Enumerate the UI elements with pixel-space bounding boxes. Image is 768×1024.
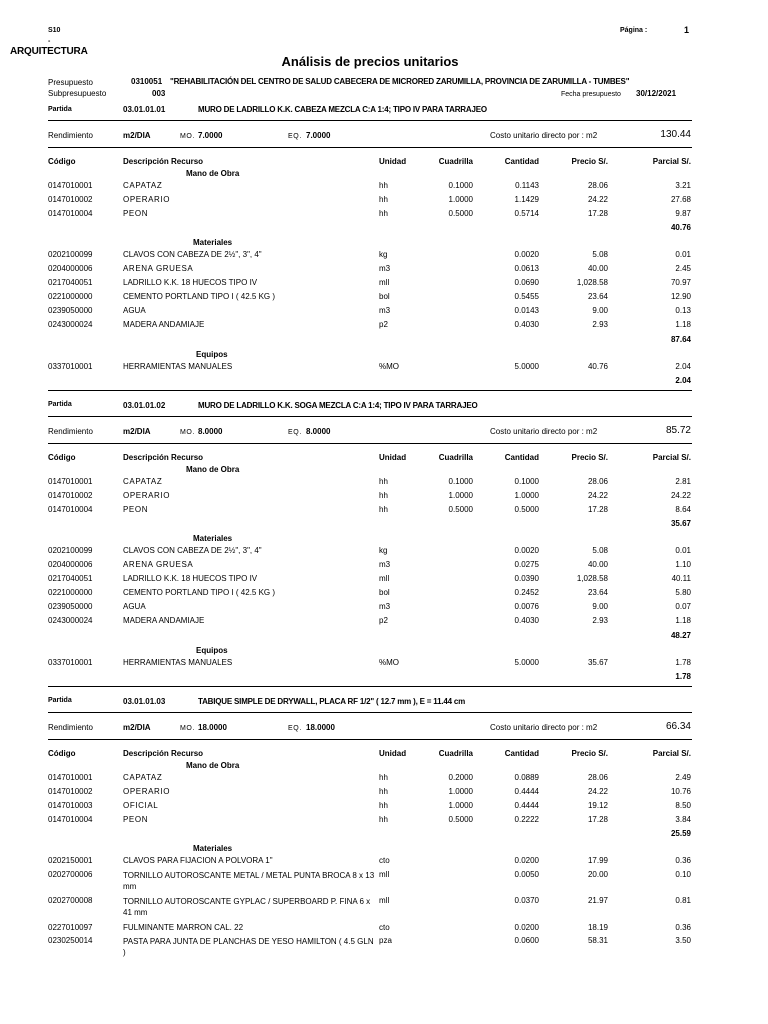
row-desc: LADRILLO K.K. 18 HUECOS TIPO IV [123,278,258,287]
row-precio: 2.93 [592,616,608,625]
row-precio: 5.08 [592,250,608,259]
row-parcial: 2.04 [675,362,691,371]
row-precio: 40.00 [587,560,608,569]
subpresupuesto-code: 003 [152,89,166,98]
divider [48,712,692,713]
row-cantidad: 0.4030 [514,616,539,625]
row-cantidad: 0.0200 [514,856,539,865]
col-unidad: Unidad [379,749,407,758]
row-unit: hh [379,195,388,204]
rendimiento-label: Rendimiento [48,427,93,436]
row-code: 0217040051 [48,278,93,287]
row-desc: OPERARIO [123,195,171,204]
row-code: 0147010001 [48,773,93,782]
row-cantidad: 0.0613 [514,264,539,273]
row-desc: OPERARIO [123,491,171,500]
row-precio: 17.28 [587,209,608,218]
department-label: ARQUITECTURA [10,46,88,57]
row-parcial: 1.18 [675,320,691,329]
row-cantidad: 0.0020 [514,250,539,259]
row-unit: %MO [379,362,399,371]
col-parcial: Parcial S/. [652,453,691,462]
section-mano-obra: Mano de Obra [186,465,240,474]
row-unit: m3 [379,560,391,569]
col-precio: Precio S/. [571,453,608,462]
row-code: 0147010003 [48,801,93,810]
costo-value: 85.72 [665,425,691,436]
row-desc: FULMINANTE MARRON CAL. 22 [123,923,244,932]
row-parcial: 0.01 [675,250,691,259]
partida-code: 03.01.01.03 [123,697,166,706]
row-desc: CLAVOS CON CABEZA DE 2½", 3", 4" [123,250,262,259]
row-unit: mll [379,896,390,905]
col-parcial: Parcial S/. [652,749,691,758]
row-parcial: 0.10 [675,870,691,879]
row-cantidad: 0.2222 [514,815,539,824]
row-cuadrilla: 1.0000 [448,801,473,810]
costo-label: Costo unitario directo por : m2 [490,131,598,140]
section-mano-obra: Mano de Obra [186,169,240,178]
row-desc: LADRILLO K.K. 18 HUECOS TIPO IV [123,574,258,583]
row-parcial: 1.18 [675,616,691,625]
row-unit: bol [379,292,390,301]
row-parcial: 0.13 [675,306,691,315]
row-precio: 19.12 [587,801,608,810]
row-desc: ARENA GRUESA [123,264,194,273]
row-precio: 17.99 [587,856,608,865]
row-parcial: 0.01 [675,546,691,555]
costo-value: 66.34 [665,721,691,732]
row-parcial: 0.81 [675,896,691,905]
mo-value: 8.0000 [198,427,223,436]
subtotal-equipos: 1.78 [675,672,691,681]
row-cantidad: 0.0690 [514,278,539,287]
row-cantidad: 0.1143 [515,181,539,190]
fecha-label: Fecha presupuesto [561,91,621,98]
row-parcial: 2.81 [675,477,691,486]
row-unit: cto [379,923,390,932]
dash-mark: - [48,38,51,45]
row-cantidad: 0.2452 [514,588,539,597]
row-cantidad: 0.4444 [514,801,539,810]
row-parcial: 0.07 [675,602,691,611]
row-precio: 28.06 [587,181,608,190]
row-code: 0243000024 [48,616,93,625]
row-code: 0221000000 [48,292,93,301]
row-cuadrilla: 0.5000 [448,209,473,218]
row-code: 0147010002 [48,787,93,796]
row-unit: cto [379,856,390,865]
rendimiento-unit: m2/DIA [123,131,151,140]
subtotal-materiales: 87.64 [670,335,691,344]
row-parcial: 12.90 [670,292,691,301]
row-precio: 40.76 [587,362,608,371]
row-parcial: 9.87 [675,209,691,218]
row-code: 0217040051 [48,574,93,583]
row-parcial: 1.10 [675,560,691,569]
row-code: 0204000006 [48,264,93,273]
subpresupuesto-label: Subpresupuesto [48,89,107,98]
col-codigo: Código [48,453,76,462]
row-parcial: 24.22 [670,491,691,500]
row-parcial: 27.68 [670,195,691,204]
row-parcial: 5.80 [675,588,691,597]
costo-label: Costo unitario directo por : m2 [490,723,598,732]
section-materiales: Materiales [193,534,233,543]
row-cuadrilla: 0.5000 [448,505,473,514]
row-code: 0227010097 [48,923,93,932]
row-code: 0202100099 [48,546,93,555]
row-unit: hh [379,801,388,810]
subtotal-equipos: 2.04 [675,376,691,385]
col-cantidad: Cantidad [504,749,539,758]
subtotal-mano-obra: 40.76 [670,223,691,232]
col-parcial: Parcial S/. [652,157,691,166]
eq-value: 8.0000 [306,427,331,436]
partida-code: 03.01.01.02 [123,401,166,410]
row-precio: 5.08 [592,546,608,555]
col-precio: Precio S/. [571,157,608,166]
row-cantidad: 0.5000 [514,505,539,514]
row-cantidad: 0.0143 [514,306,539,315]
col-precio: Precio S/. [571,749,608,758]
row-code: 0147010004 [48,815,93,824]
row-cuadrilla: 1.0000 [448,195,473,204]
row-precio: 1,028.58 [576,278,608,287]
row-desc: OFICIAL [123,801,159,810]
row-code: 0239050000 [48,306,93,315]
row-precio: 18.19 [587,923,608,932]
row-precio: 28.06 [587,773,608,782]
rendimiento-label: Rendimiento [48,131,93,140]
subtotal-mano-obra: 25.59 [670,829,691,838]
row-precio: 24.22 [587,195,608,204]
row-precio: 23.64 [587,588,608,597]
row-precio: 24.22 [587,787,608,796]
row-desc: PASTA PARA JUNTA DE PLANCHAS DE YESO HAMILTON ( 4.5 GLN ) [123,937,374,957]
row-unit: p2 [379,320,388,329]
row-code: 0243000024 [48,320,93,329]
row-desc: CLAVOS PARA FIJACION A POLVORA 1" [123,856,273,865]
presupuesto-description: "REHABILITACIÓN DEL CENTRO DE SALUD CABECERA DE MICRORED ZARUMILLA, PROVINCIA DE ZARUMILLA - TUMBES" [170,77,630,86]
row-parcial: 2.49 [675,773,691,782]
row-desc: AGUA [123,306,146,315]
presupuesto-code: 0310051 [131,77,163,86]
partida-code: 03.01.01.01 [123,105,166,114]
divider [48,443,692,444]
divider [48,416,692,417]
row-cantidad: 0.0050 [514,870,539,879]
row-unit: hh [379,505,388,514]
row-unit: kg [379,250,388,259]
col-descripcion: Descripción Recurso [123,749,204,758]
row-code: 0202150001 [48,856,93,865]
row-parcial: 70.97 [670,278,691,287]
row-desc: PEON [123,505,149,514]
row-desc: CAPATAZ [123,181,163,190]
divider [48,390,692,391]
row-precio: 9.00 [592,306,608,315]
row-code: 0204000006 [48,560,93,569]
mo-value: 7.0000 [198,131,223,140]
row-unit: m3 [379,264,391,273]
rendimiento-unit: m2/DIA [123,723,151,732]
eq-value: 7.0000 [306,131,331,140]
eq-label: EQ. [288,725,302,732]
row-desc: OPERARIO [123,787,171,796]
row-cantidad: 1.0000 [514,491,539,500]
presupuesto-label: Presupuesto [48,78,93,87]
row-desc: AGUA [123,602,146,611]
row-cantidad: 0.0076 [514,602,539,611]
col-cuadrilla: Cuadrilla [438,157,473,166]
row-unit: hh [379,181,388,190]
row-code: 0147010004 [48,209,93,218]
row-precio: 20.00 [587,870,608,879]
row-precio: 17.28 [587,815,608,824]
row-precio: 58.31 [587,936,608,945]
page-label: Página : [620,27,648,34]
row-parcial: 3.50 [675,936,691,945]
partida-description: TABIQUE SIMPLE DE DRYWALL, PLACA RF 1/2" ( 12.7 mm ), E = 11.44 cm [198,697,466,706]
section-materiales: Materiales [193,844,233,853]
row-desc: TORNILLO AUTOROSCANTE GYPLAC / SUPERBOARD P. FINA 6 x 41 mm [123,897,371,917]
page-number: 1 [684,25,690,35]
row-code: 0239050000 [48,602,93,611]
row-desc: CEMENTO PORTLAND TIPO I ( 42.5 KG ) [123,588,276,597]
row-unit: hh [379,491,388,500]
row-desc: MADERA ANDAMIAJE [123,320,205,329]
mo-label: MO. [180,429,196,436]
row-cantidad: 0.0390 [514,574,539,583]
row-precio: 9.00 [592,602,608,611]
row-precio: 17.28 [587,505,608,514]
row-unit: mll [379,870,390,879]
rendimiento-label: Rendimiento [48,723,93,732]
costo-value: 130.44 [660,129,691,140]
eq-label: EQ. [288,133,302,140]
row-cantidad: 1.1429 [514,195,539,204]
row-cantidad: 0.0020 [514,546,539,555]
section-equipos: Equipos [196,646,228,655]
col-cuadrilla: Cuadrilla [438,749,473,758]
col-codigo: Código [48,749,76,758]
mo-label: MO. [180,133,196,140]
partida-label: Partida [48,401,72,408]
eq-value: 18.0000 [306,723,335,732]
col-descripcion: Descripción Recurso [123,157,204,166]
row-code: 0147010004 [48,505,93,514]
row-desc: PEON [123,209,149,218]
row-parcial: 0.36 [675,923,691,932]
row-parcial: 0.36 [675,856,691,865]
section-materiales: Materiales [193,238,233,247]
partida-label: Partida [48,106,72,113]
mo-value: 18.0000 [198,723,227,732]
row-code: 0337010001 [48,362,93,371]
row-parcial: 10.76 [670,787,691,796]
row-parcial: 3.21 [675,181,691,190]
row-precio: 1,028.58 [576,574,608,583]
row-precio: 24.22 [587,491,608,500]
section-mano-obra: Mano de Obra [186,761,240,770]
row-desc: CAPATAZ [123,773,163,782]
row-desc: CEMENTO PORTLAND TIPO I ( 42.5 KG ) [123,292,276,301]
row-code: 0202700008 [48,896,93,905]
row-cuadrilla: 0.5000 [448,815,473,824]
row-cantidad: 0.0200 [514,923,539,932]
row-cantidad: 0.5714 [514,209,539,218]
row-cuadrilla: 1.0000 [448,491,473,500]
row-desc: MADERA ANDAMIAJE [123,616,205,625]
row-unit: kg [379,546,388,555]
partida-label: Partida [48,697,72,704]
fecha-value: 30/12/2021 [636,89,677,98]
col-codigo: Código [48,157,76,166]
row-cantidad: 0.5455 [514,292,539,301]
row-code: 0337010001 [48,658,93,667]
row-desc: CLAVOS CON CABEZA DE 2½", 3", 4" [123,546,262,555]
eq-label: EQ. [288,429,302,436]
col-cantidad: Cantidad [504,453,539,462]
software-label: S10 [48,27,61,34]
section-equipos: Equipos [196,350,228,359]
row-unit: %MO [379,658,399,667]
row-code: 0147010001 [48,181,93,190]
row-desc: ARENA GRUESA [123,560,194,569]
row-precio: 21.97 [587,896,608,905]
subtotal-mano-obra: 35.67 [670,519,691,528]
partida-description: MURO DE LADRILLO K.K. SOGA MEZCLA C:A 1:4; TIPO IV PARA TARRAJEO [198,401,478,410]
row-code: 0147010001 [48,477,93,486]
row-desc: HERRAMIENTAS MANUALES [123,658,233,667]
row-parcial: 1.78 [675,658,691,667]
divider [48,686,692,687]
row-unit: p2 [379,616,388,625]
mo-label: MO. [180,725,196,732]
row-code: 0230250014 [48,936,93,945]
row-unit: mll [379,574,390,583]
row-desc: HERRAMIENTAS MANUALES [123,362,233,371]
row-desc: TORNILLO AUTOROSCANTE METAL / METAL PUNTA BROCA 8 x 13 mm [123,871,375,891]
partida-description: MURO DE LADRILLO K.K. CABEZA MEZCLA C:A 1:4; TIPO IV PARA TARRAJEO [198,105,487,114]
row-desc: PEON [123,815,149,824]
row-cuadrilla: 0.1000 [448,477,473,486]
row-parcial: 3.84 [675,815,691,824]
row-precio: 28.06 [587,477,608,486]
divider [48,147,692,148]
row-parcial: 2.45 [675,264,691,273]
row-cantidad: 0.1000 [514,477,539,486]
row-code: 0147010002 [48,195,93,204]
row-cantidad: 0.4030 [514,320,539,329]
row-precio: 2.93 [592,320,608,329]
col-unidad: Unidad [379,157,407,166]
divider [48,739,692,740]
col-unidad: Unidad [379,453,407,462]
row-cantidad: 0.0370 [514,896,539,905]
page-title: Análisis de precios unitarios [281,54,459,69]
row-unit: mll [379,278,390,287]
divider [48,120,692,121]
rendimiento-unit: m2/DIA [123,427,151,436]
row-parcial: 8.50 [675,801,691,810]
row-code: 0147010002 [48,491,93,500]
row-unit: m3 [379,306,391,315]
row-unit: m3 [379,602,391,611]
row-code: 0202700006 [48,870,93,879]
row-cantidad: 0.4444 [514,787,539,796]
row-cantidad: 0.0275 [514,560,539,569]
costo-label: Costo unitario directo por : m2 [490,427,598,436]
row-unit: hh [379,209,388,218]
row-cantidad: 5.0000 [514,658,539,667]
row-parcial: 40.11 [671,574,691,583]
row-precio: 23.64 [587,292,608,301]
row-cantidad: 0.0600 [514,936,539,945]
row-cantidad: 5.0000 [514,362,539,371]
row-cuadrilla: 1.0000 [448,787,473,796]
row-cuadrilla: 0.2000 [448,773,473,782]
row-desc: CAPATAZ [123,477,163,486]
row-cantidad: 0.0889 [514,773,539,782]
row-unit: hh [379,477,388,486]
col-cuadrilla: Cuadrilla [438,453,473,462]
row-cuadrilla: 0.1000 [448,181,473,190]
subtotal-materiales: 48.27 [670,631,691,640]
row-parcial: 8.64 [675,505,691,514]
row-unit: hh [379,787,388,796]
row-precio: 35.67 [587,658,608,667]
row-unit: bol [379,588,390,597]
row-unit: hh [379,815,388,824]
row-unit: pza [379,936,392,945]
row-precio: 40.00 [587,264,608,273]
col-cantidad: Cantidad [504,157,539,166]
row-code: 0202100099 [48,250,93,259]
row-code: 0221000000 [48,588,93,597]
row-unit: hh [379,773,388,782]
col-descripcion: Descripción Recurso [123,453,204,462]
